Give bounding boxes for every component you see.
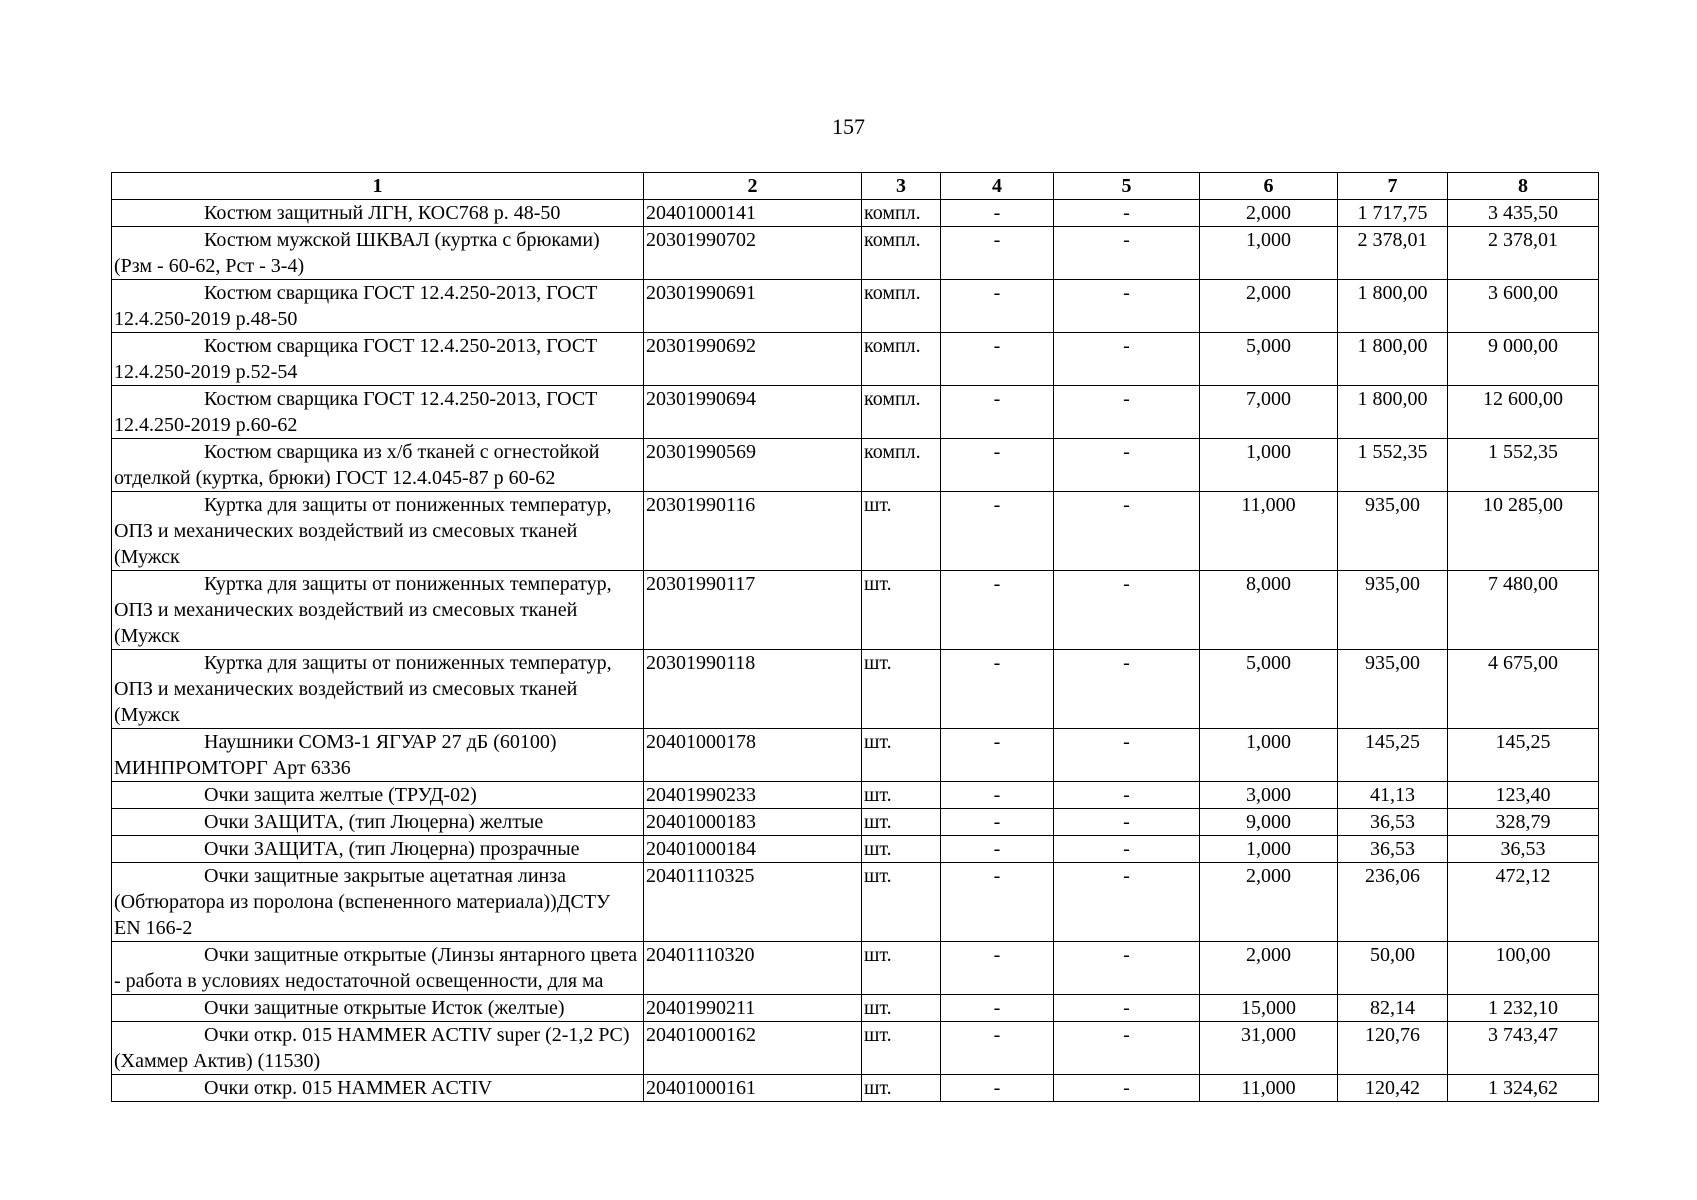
quantity-cell: 31,000 — [1200, 1022, 1338, 1075]
item-code-cell: 20401000162 — [644, 1022, 862, 1075]
column-4-cell: - — [941, 650, 1054, 729]
table-row — [112, 200, 1599, 227]
total-cell: 472,12 — [1448, 863, 1599, 942]
item-code-cell: 20401000161 — [644, 1075, 862, 1102]
column-header: 8 — [1448, 173, 1599, 200]
unit-cell: компл. — [862, 227, 941, 280]
column-4-cell: - — [941, 1075, 1054, 1102]
table-row — [112, 782, 1599, 809]
unit-cell: шт. — [862, 809, 941, 836]
unit-cell: шт. — [862, 863, 941, 942]
column-4-cell: - — [941, 386, 1054, 439]
column-4-cell: - — [941, 333, 1054, 386]
item-name-cell: Очки защитные открытые (Линзы янтарного цвета - работа в условиях недостаточной освещенности, для ма — [112, 942, 644, 995]
quantity-cell: 7,000 — [1200, 386, 1338, 439]
item-name-cell: Очки защита желтые (ТРУД-02) — [112, 782, 644, 809]
column-4-cell: - — [941, 863, 1054, 942]
price-cell: 935,00 — [1338, 571, 1448, 650]
column-5-cell: - — [1054, 1075, 1200, 1102]
total-cell: 7 480,00 — [1448, 571, 1599, 650]
column-4-cell: - — [941, 782, 1054, 809]
table-row — [112, 863, 1599, 942]
column-5-cell: - — [1054, 836, 1200, 863]
total-cell: 328,79 — [1448, 809, 1599, 836]
column-4-cell: - — [941, 995, 1054, 1022]
total-cell: 1 232,10 — [1448, 995, 1599, 1022]
column-header: 6 — [1200, 173, 1338, 200]
item-code-cell: 20401110325 — [644, 863, 862, 942]
unit-cell: шт. — [862, 1075, 941, 1102]
total-cell: 10 285,00 — [1448, 492, 1599, 571]
item-code-cell: 20301990118 — [644, 650, 862, 729]
table-row — [112, 280, 1599, 333]
item-code-cell: 20301990691 — [644, 280, 862, 333]
item-code-cell: 20401000184 — [644, 836, 862, 863]
quantity-cell: 11,000 — [1200, 1075, 1338, 1102]
quantity-cell: 1,000 — [1200, 439, 1338, 492]
total-cell: 36,53 — [1448, 836, 1599, 863]
unit-cell: компл. — [862, 386, 941, 439]
price-cell: 1 717,75 — [1338, 200, 1448, 227]
table-row — [112, 227, 1599, 280]
price-cell: 1 800,00 — [1338, 280, 1448, 333]
item-code-cell: 20301990116 — [644, 492, 862, 571]
column-5-cell: - — [1054, 492, 1200, 571]
total-cell: 3 743,47 — [1448, 1022, 1599, 1075]
table-row — [112, 1022, 1599, 1075]
item-code-cell: 20401000183 — [644, 809, 862, 836]
quantity-cell: 5,000 — [1200, 650, 1338, 729]
quantity-cell: 1,000 — [1200, 729, 1338, 782]
column-5-cell: - — [1054, 200, 1200, 227]
column-4-cell: - — [941, 1022, 1054, 1075]
item-name-cell: Куртка для защиты от пониженных температур, ОПЗ и механических воздействий из смесовых тканей (Мужск — [112, 571, 644, 650]
item-name-cell: Очки защитные открытые Исток (желтые) — [112, 995, 644, 1022]
column-4-cell: - — [941, 571, 1054, 650]
table-row — [112, 492, 1599, 571]
price-cell: 50,00 — [1338, 942, 1448, 995]
total-cell: 123,40 — [1448, 782, 1599, 809]
column-4-cell: - — [941, 439, 1054, 492]
quantity-cell: 2,000 — [1200, 200, 1338, 227]
unit-cell: компл. — [862, 439, 941, 492]
price-cell: 41,13 — [1338, 782, 1448, 809]
table-row — [112, 729, 1599, 782]
quantity-cell: 2,000 — [1200, 280, 1338, 333]
column-4-cell: - — [941, 200, 1054, 227]
table-header-row — [112, 173, 1599, 200]
item-name-cell: Очки защитные закрытые ацетатная линза (Обтюратора из поролона (вспененного материала))ДСТУ EN 166-2 — [112, 863, 644, 942]
column-header: 1 — [112, 173, 644, 200]
table-row — [112, 836, 1599, 863]
total-cell: 1 552,35 — [1448, 439, 1599, 492]
item-name-cell: Куртка для защиты от пониженных температур, ОПЗ и механических воздействий из смесовых тканей (Мужск — [112, 650, 644, 729]
item-name-cell: Костюм защитный ЛГН, КОС768 р. 48-50 — [112, 200, 644, 227]
price-cell: 236,06 — [1338, 863, 1448, 942]
item-name-cell: Наушники СОМЗ-1 ЯГУАР 27 дБ (60100) МИНПРОМТОРГ Арт 6336 — [112, 729, 644, 782]
column-4-cell: - — [941, 492, 1054, 571]
column-5-cell: - — [1054, 280, 1200, 333]
table-row — [112, 571, 1599, 650]
quantity-cell: 2,000 — [1200, 942, 1338, 995]
quantity-cell: 15,000 — [1200, 995, 1338, 1022]
column-4-cell: - — [941, 942, 1054, 995]
total-cell: 3 435,50 — [1448, 200, 1599, 227]
column-5-cell: - — [1054, 863, 1200, 942]
table-row — [112, 942, 1599, 995]
unit-cell: компл. — [862, 333, 941, 386]
quantity-cell: 5,000 — [1200, 333, 1338, 386]
total-cell: 100,00 — [1448, 942, 1599, 995]
table-row — [112, 439, 1599, 492]
quantity-cell: 2,000 — [1200, 863, 1338, 942]
item-name-cell: Костюм сварщика ГОСТ 12.4.250-2013, ГОСТ 12.4.250-2019 р.52-54 — [112, 333, 644, 386]
column-header: 3 — [862, 173, 941, 200]
column-5-cell: - — [1054, 1022, 1200, 1075]
total-cell: 1 324,62 — [1448, 1075, 1599, 1102]
item-name-cell: Костюм сварщика из х/б тканей с огнестойкой отделкой (куртка, брюки) ГОСТ 12.4.045-87 р 60-62 — [112, 439, 644, 492]
total-cell: 9 000,00 — [1448, 333, 1599, 386]
column-5-cell: - — [1054, 333, 1200, 386]
quantity-cell: 11,000 — [1200, 492, 1338, 571]
quantity-cell: 1,000 — [1200, 227, 1338, 280]
unit-cell: шт. — [862, 571, 941, 650]
table-row — [112, 995, 1599, 1022]
item-code-cell: 20301990702 — [644, 227, 862, 280]
item-name-cell: Очки ЗАЩИТА, (тип Люцерна) прозрачные — [112, 836, 644, 863]
table-row — [112, 650, 1599, 729]
page-number: 157 — [832, 114, 865, 139]
data-table — [111, 172, 1599, 1102]
price-cell: 82,14 — [1338, 995, 1448, 1022]
item-code-cell: 20401990211 — [644, 995, 862, 1022]
price-cell: 1 552,35 — [1338, 439, 1448, 492]
unit-cell: шт. — [862, 492, 941, 571]
table-row — [112, 386, 1599, 439]
quantity-cell: 9,000 — [1200, 809, 1338, 836]
price-cell: 1 800,00 — [1338, 386, 1448, 439]
item-code-cell: 20301990694 — [644, 386, 862, 439]
item-name-cell: Куртка для защиты от пониженных температур, ОПЗ и механических воздействий из смесовых тканей (Мужск — [112, 492, 644, 571]
column-5-cell: - — [1054, 729, 1200, 782]
price-cell: 145,25 — [1338, 729, 1448, 782]
item-code-cell: 20301990569 — [644, 439, 862, 492]
column-5-cell: - — [1054, 386, 1200, 439]
column-header: 7 — [1338, 173, 1448, 200]
unit-cell: шт. — [862, 1022, 941, 1075]
column-header: 2 — [644, 173, 862, 200]
total-cell: 2 378,01 — [1448, 227, 1599, 280]
column-5-cell: - — [1054, 995, 1200, 1022]
column-5-cell: - — [1054, 439, 1200, 492]
column-4-cell: - — [941, 729, 1054, 782]
total-cell: 3 600,00 — [1448, 280, 1599, 333]
item-name-cell: Костюм сварщика ГОСТ 12.4.250-2013, ГОСТ 12.4.250-2019 р.48-50 — [112, 280, 644, 333]
table-row — [112, 333, 1599, 386]
item-name-cell: Костюм мужской ШКВАЛ (куртка с брюками) (Рзм - 60-62, Рст - 3-4) — [112, 227, 644, 280]
price-cell: 36,53 — [1338, 836, 1448, 863]
item-name-cell: Очки ЗАЩИТА, (тип Люцерна) желтые — [112, 809, 644, 836]
column-5-cell: - — [1054, 809, 1200, 836]
price-cell: 935,00 — [1338, 650, 1448, 729]
item-code-cell: 20401110320 — [644, 942, 862, 995]
table-row — [112, 1075, 1599, 1102]
price-cell: 935,00 — [1338, 492, 1448, 571]
item-code-cell: 20301990117 — [644, 571, 862, 650]
table-row — [112, 809, 1599, 836]
item-code-cell: 20301990692 — [644, 333, 862, 386]
column-4-cell: - — [941, 227, 1054, 280]
item-code-cell: 20401000178 — [644, 729, 862, 782]
total-cell: 145,25 — [1448, 729, 1599, 782]
unit-cell: шт. — [862, 729, 941, 782]
unit-cell: компл. — [862, 200, 941, 227]
column-5-cell: - — [1054, 650, 1200, 729]
column-5-cell: - — [1054, 571, 1200, 650]
item-name-cell: Очки откр. 015 HAMMER ACTIV super (2-1,2 PC) (Хаммер Актив) (11530) — [112, 1022, 644, 1075]
column-5-cell: - — [1054, 782, 1200, 809]
price-cell: 2 378,01 — [1338, 227, 1448, 280]
item-code-cell: 20401000141 — [644, 200, 862, 227]
table-body — [112, 200, 1599, 1102]
quantity-cell: 8,000 — [1200, 571, 1338, 650]
column-5-cell: - — [1054, 227, 1200, 280]
unit-cell: компл. — [862, 280, 941, 333]
unit-cell: шт. — [862, 942, 941, 995]
quantity-cell: 3,000 — [1200, 782, 1338, 809]
unit-cell: шт. — [862, 995, 941, 1022]
unit-cell: шт. — [862, 650, 941, 729]
total-cell: 12 600,00 — [1448, 386, 1599, 439]
price-cell: 36,53 — [1338, 809, 1448, 836]
item-name-cell: Очки откр. 015 HAMMER ACTIV — [112, 1075, 644, 1102]
item-name-cell: Костюм сварщика ГОСТ 12.4.250-2013, ГОСТ 12.4.250-2019 р.60-62 — [112, 386, 644, 439]
item-code-cell: 20401990233 — [644, 782, 862, 809]
price-cell: 120,76 — [1338, 1022, 1448, 1075]
price-cell: 120,42 — [1338, 1075, 1448, 1102]
column-header: 4 — [941, 173, 1054, 200]
column-header: 5 — [1054, 173, 1200, 200]
total-cell: 4 675,00 — [1448, 650, 1599, 729]
column-4-cell: - — [941, 809, 1054, 836]
column-4-cell: - — [941, 280, 1054, 333]
unit-cell: шт. — [862, 782, 941, 809]
price-cell: 1 800,00 — [1338, 333, 1448, 386]
column-4-cell: - — [941, 836, 1054, 863]
unit-cell: шт. — [862, 836, 941, 863]
column-5-cell: - — [1054, 942, 1200, 995]
quantity-cell: 1,000 — [1200, 836, 1338, 863]
